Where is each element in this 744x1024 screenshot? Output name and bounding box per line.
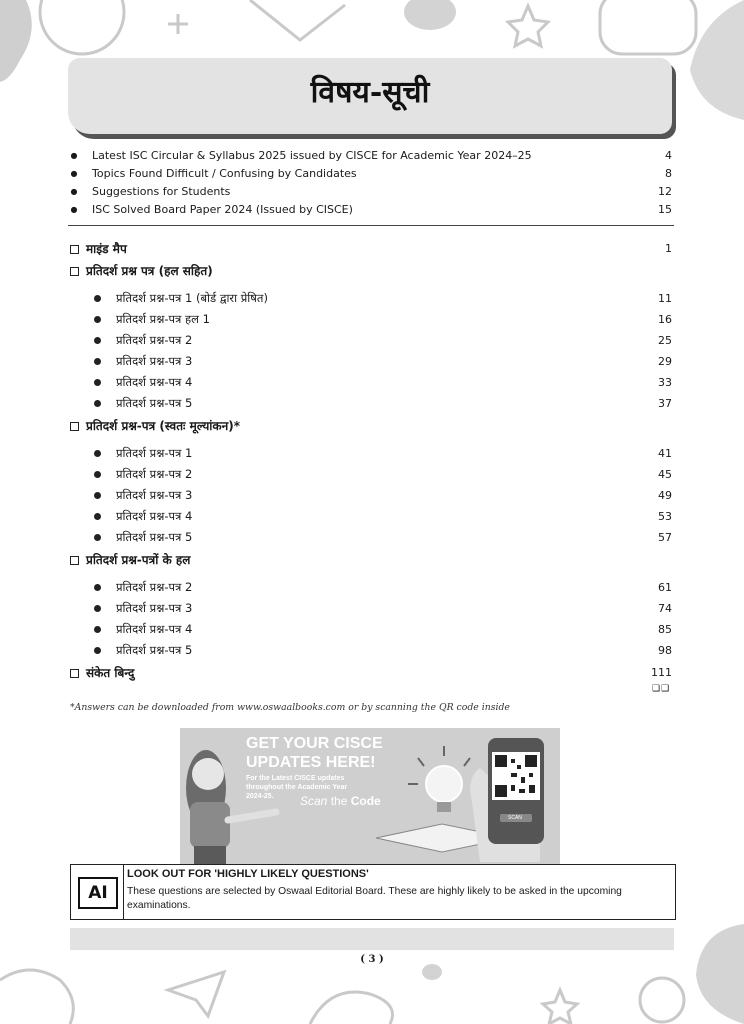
toc-item-label: प्रतिदर्श प्रश्न-पत्र 5 [116,530,193,544]
pointing-hand-icon [228,812,276,820]
toc-section-row [70,415,674,437]
scan-the: the [330,794,348,808]
bullet-icon [94,295,101,302]
bullet-icon [94,584,101,591]
bullet-icon [94,471,101,478]
corner-blob-icon [690,0,744,120]
footnote: *Answers can be downloaded from www.oswaalbooks.com or by scanning the QR code inside [70,702,510,713]
phone-scan-label: SCAN [508,815,522,821]
toc-item-row [94,309,674,330]
toc-item-label: प्रतिदर्श प्रश्न-पत्र 5 [116,643,193,657]
toc-intro-page: 4 [665,149,672,162]
bullet-icon [94,337,101,344]
toc-intro-row [70,200,674,220]
toc-item-row [94,372,674,393]
bullet-icon: ● [70,187,78,196]
toc-item-page: 98 [658,644,672,657]
checkbox-square-icon [70,556,79,565]
clock-doodle-icon [40,0,124,54]
toc-item-page: 45 [658,468,672,481]
toc-item-row [94,443,674,464]
toc-item-label: प्रतिदर्श प्रश्न-पत्र 4 [116,622,193,636]
toc-section-label: प्रतिदर्श प्रश्न-पत्रों के हल [86,553,191,567]
toc-section-label: संकेत बिन्दु [86,666,135,680]
toc-section-row [70,238,674,260]
bullet-icon [94,492,101,499]
ai-logo [71,865,124,919]
star-doodle-icon [543,990,577,1024]
toc-intro-row [70,182,674,202]
eraser-doodle-icon [250,0,345,40]
lightbulb-icon [426,766,462,802]
toc-item-page: 61 [658,581,672,594]
banner-scan-caption [300,794,381,808]
toc-item-page: 74 [658,602,672,615]
scan-word: Scan [300,794,328,808]
toc-intro-page: 12 [658,185,672,198]
toc-item-page: 57 [658,531,672,544]
corner-blob-icon [0,0,32,82]
toc-intro-label: Suggestions for Students [92,185,231,198]
bullet-icon [94,513,101,520]
toc-section-row [70,260,674,282]
toc-item-row [94,330,674,351]
bullet-icon: ● [70,169,78,178]
checkbox-square-icon [70,669,79,678]
highly-likely-questions-box [70,864,676,920]
ai-box-title: LOOK OUT FOR 'HIGHLY LIKELY QUESTIONS' [127,868,369,880]
toc-item-row [94,393,674,414]
ai-icon: AI [78,877,118,909]
bullet-icon: ● [70,151,78,160]
checkbox-square-icon [70,422,79,431]
toc-item-label: प्रतिदर्श प्रश्न-पत्र 3 [116,601,193,615]
toc-item-label: प्रतिदर्श प्रश्न-पत्र 5 [116,396,193,410]
toc-item-label: प्रतिदर्श प्रश्न-पत्र 2 [116,333,193,347]
star-doodle-icon [508,6,548,46]
toc-item-row [94,577,674,598]
footer-bar [70,928,674,950]
page-title: विषय-सूची [310,75,430,110]
section-divider [68,225,674,226]
bullet-icon [94,379,101,386]
toc-item-page: 33 [658,376,672,389]
toc-item-page: 53 [658,510,672,523]
toc-intro-page: 15 [658,203,672,216]
bullet-icon [94,626,101,633]
toc-intro-label: Latest ISC Circular & Syllabus 2025 issued by CISCE for Academic Year 2024–25 [92,149,532,162]
toc-item-page: 11 [658,292,672,305]
toc-intro-label: ISC Solved Board Paper 2024 (Issued by CISCE) [92,203,353,216]
toc-item-label: प्रतिदर्श प्रश्न-पत्र 2 [116,467,193,481]
title-banner [68,58,672,134]
toc-item-row [94,464,674,485]
toc-item-row [94,527,674,548]
bullet-icon [94,534,101,541]
robot-doodle-icon [600,0,696,54]
toc-intro-row [70,164,674,184]
toc-item-page: 16 [658,313,672,326]
banner-subtext: For the Latest CISCE updates throughout the Academic Year 2024-25. [246,775,348,800]
paper-plane-doodle-icon [168,972,224,1016]
toc-item-page: 29 [658,355,672,368]
toc-section-row [70,549,674,571]
toc-item-page: 49 [658,489,672,502]
checkbox-square-icon [70,245,79,254]
toc-item-label: प्रतिदर्श प्रश्न-पत्र 1 (बोर्ड द्वारा प्रेषित) [116,291,268,305]
plus-doodle-icon [168,14,188,34]
blob-doodle-icon [422,964,442,980]
toc-section-page: 1 [665,242,672,255]
cat-doodle-icon [0,970,73,1024]
toc-item-row [94,619,674,640]
toc-section-label: प्रतिदर्श प्रश्न पत्र (हल सहित) [86,264,213,278]
bullet-icon [94,450,101,457]
toc-item-row [94,288,674,309]
girl-shirt-icon [190,802,230,848]
scan-code: Code [350,794,381,808]
toc-intro-label: Topics Found Difficult / Confusing by Candidates [92,167,357,180]
toc-item-page: 85 [658,623,672,636]
toc-intro-page: 8 [665,167,672,180]
bullet-icon [94,358,101,365]
bullet-icon [94,605,101,612]
toc-item-label: प्रतिदर्श प्रश्न-पत्र 4 [116,375,193,389]
toc-item-row [94,506,674,527]
toc-item-label: प्रतिदर्श प्रश्न-पत्र 1 [116,446,193,460]
bullet-icon [94,647,101,654]
ai-box-description: These questions are selected by Oswaal Editorial Board. These are highly likely to be asked in the upcoming examinations. [127,886,622,911]
toc-item-page: 41 [658,447,672,460]
face-doodle-icon [310,992,393,1024]
toc-intro-row [70,146,674,166]
toc-section-page: 111 [651,666,672,679]
toc-item-row [94,485,674,506]
toc-item-row [94,351,674,372]
toc-item-row [94,598,674,619]
toc-item-label: प्रतिदर्श प्रश्न-पत्र 3 [116,488,193,502]
corner-blob-icon [696,924,744,1024]
blob-doodle-icon [404,0,456,30]
toc-section-row [70,662,674,684]
toc-item-page: 37 [658,397,672,410]
cisce-updates-banner [180,728,560,864]
toc-item-label: प्रतिदर्श प्रश्न-पत्र हल 1 [116,312,210,326]
toc-section-label: प्रतिदर्श प्रश्न-पत्र (स्वतः मूल्यांकन)* [86,419,241,433]
smiley-doodle-icon [640,978,684,1022]
page-number: ( 3 ) [360,954,384,965]
toc-section-label: माइंड मैप [86,242,127,256]
checkbox-square-icon [70,267,79,276]
toc-item-label: प्रतिदर्श प्रश्न-पत्र 3 [116,354,193,368]
bullet-icon [94,316,101,323]
end-mark: ❑❑ [652,684,671,694]
bullet-icon: ● [70,205,78,214]
banner-heading: GET YOUR CISCE UPDATES HERE! [246,735,383,771]
toc-item-page: 25 [658,334,672,347]
toc-item-label: प्रतिदर्श प्रश्न-पत्र 2 [116,580,193,594]
toc-item-row [94,640,674,661]
toc-item-label: प्रतिदर्श प्रश्न-पत्र 4 [116,509,193,523]
bullet-icon [94,400,101,407]
